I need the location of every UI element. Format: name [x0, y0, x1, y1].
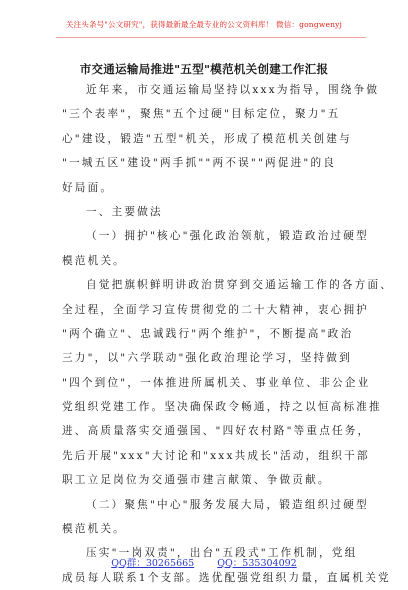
- footer-qq-group[interactable]: QQ群：30265665: [111, 558, 195, 569]
- text-line: 一、主要做法: [86, 205, 163, 218]
- text-line: 模范机关。: [62, 523, 126, 536]
- text-line: 好局面。: [62, 181, 114, 194]
- body-paragraph: [62, 493, 369, 542]
- body-paragraph: [62, 224, 369, 273]
- footer-contact: [0, 555, 408, 569]
- text-line: 先后开展"xxx"大讨论和"xxx共成长"活动，组织干部: [62, 449, 370, 462]
- body-paragraph: [62, 273, 394, 493]
- footer-qq-contact[interactable]: QQ：535304092: [217, 558, 297, 569]
- body-paragraph: [62, 78, 380, 200]
- text-line: 全过程，全面学习宣传贯彻党的二十大精神，衷心拥护: [62, 303, 370, 316]
- text-line: 压实"一岗双责"，出台"五段式"工作机制，党组: [86, 547, 358, 560]
- body-paragraph: [62, 200, 354, 224]
- text-line: 近年来，市交通运输局坚持以xxx为指导，围绕争做: [86, 84, 380, 96]
- text-line: 心"建设，锻造"五型"机关，形成了模范机关创建与: [62, 132, 352, 145]
- header-divider: [56, 37, 366, 38]
- text-line: "一城五区"建设"两手抓""两不误""两促进"的良: [62, 157, 337, 170]
- document-body: [62, 78, 394, 590]
- text-line: （一）拥护"核心"强化政治领航，锻造政治过硬型: [86, 230, 369, 243]
- header-promo-note: 关注头条号"公文研究"，获得最新最全最专业的公文资料库！ 微信：gongwenyj: [65, 20, 343, 29]
- document-title: 市交通运输局推进"五型"模范机关创建工作汇报: [79, 62, 329, 76]
- text-line: 三力"，以"六学联动"强化政治理论学习，坚持做到: [62, 352, 352, 365]
- text-line: 职工立足岗位为交通强市建言献策、争做贡献。: [62, 474, 331, 487]
- text-line: 成员每人联系1个支部。选优配强党组织力量，直属机关党: [62, 571, 391, 584]
- text-line: 自觉把旗帜鲜明讲政治贯穿到交通运输工作的各方面、: [86, 279, 394, 292]
- text-line: "四个到位"，一体推进所属机关、事业单位、非公企业: [62, 376, 371, 389]
- text-line: 模范机关。: [62, 254, 126, 267]
- text-line: "两个确立"、忠诚践行"两个维护"，不断提高"政治: [62, 327, 354, 340]
- text-line: （二）聚焦"中心"服务发展大局，锻造组织过硬型: [86, 498, 369, 511]
- text-line: "三个表率"，聚焦"五个过硬"目标定位，聚力"五: [62, 108, 341, 121]
- text-line: 党组织党建工作。坚决确保政令畅通，持之以恒高标准推: [62, 401, 382, 414]
- text-line: 进、高质量落实交通强国、"四好农村路"等重点任务，: [62, 425, 371, 438]
